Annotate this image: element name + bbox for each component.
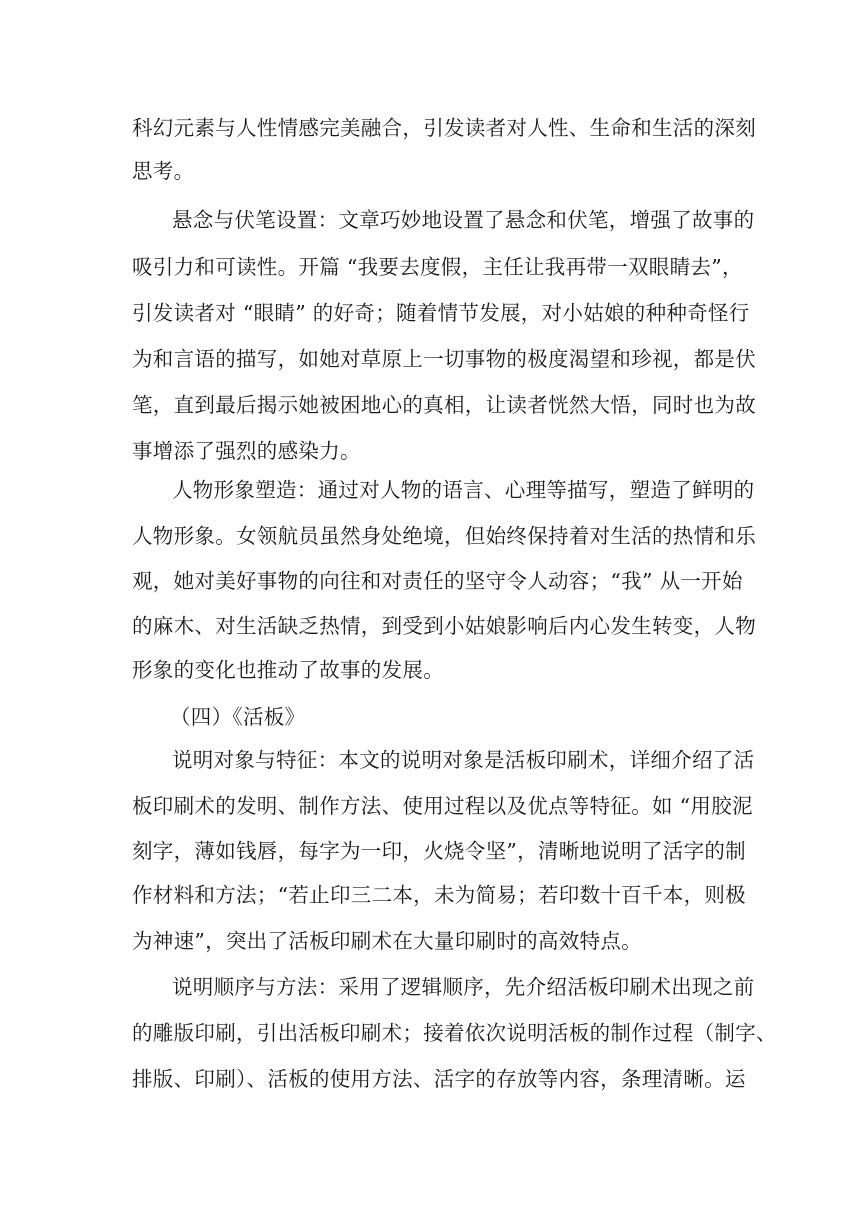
section-heading: （四）《活板》 — [170, 705, 306, 729]
text-line: 观，她对美好事物的向往和对责任的坚守令人动容；“我” 从一开始 — [132, 569, 743, 593]
text-line: 科幻元素与人性情感完美融合，引发读者对人性、生命和生活的深刻 — [132, 116, 756, 140]
text-line: 说明顺序与方法：采用了逻辑顺序，先介绍活板印刷术出现之前 — [172, 975, 755, 999]
text-line: 为神速”，突出了活板印刷术在大量印刷时的高效特点。 — [132, 929, 642, 953]
text-line: 作材料和方法；“若止印三二本，未为简易；若印数十百千本，则极 — [132, 883, 746, 907]
text-line: 事增添了强烈的感染力。 — [132, 439, 361, 463]
text-line: 笔，直到最后揭示她被困地心的真相，让读者恍然大悟，同时也为故 — [132, 393, 756, 417]
text-line: 排版、印刷）、活板的使用方法、活字的存放等内容，条理清晰。运 — [132, 1067, 746, 1091]
text-line: 吸引力和可读性。开篇 “我要去度假，主任让我再带一双眼睛去”， — [132, 255, 743, 279]
text-line: 说明对象与特征：本文的说明对象是活板印刷术，详细介绍了活 — [172, 748, 755, 772]
text-line: 引发读者对 “眼睛” 的好奇；随着情节发展，对小姑娘的种种奇怪行 — [132, 301, 750, 325]
text-line: 人物形象塑造：通过对人物的语言、心理等描写，塑造了鲜明的 — [172, 478, 755, 502]
text-line: 的麻木、对生活缺乏热情，到受到小姑娘影响后内心发生转变，人物 — [132, 614, 756, 638]
text-line: 人物形象。女领航员虽然身处绝境，但始终保持着对生活的热情和乐 — [132, 524, 756, 548]
text-line: 悬念与伏笔设置：文章巧妙地设置了悬念和伏笔，增强了故事的 — [172, 208, 755, 232]
text-line: 的雕版印刷，引出活板印刷术；接着依次说明活板的制作过程（制字、 — [132, 1021, 777, 1045]
text-line: 思考。 — [132, 159, 195, 183]
text-line: 刻字，薄如钱唇，每字为一印，火烧令坚”，清晰地说明了活字的制 — [132, 839, 746, 863]
text-line: 为和言语的描写，如她对草原上一切事物的极度渴望和珍视，都是伏 — [132, 347, 756, 371]
text-line: 形象的变化也推动了故事的发展。 — [132, 658, 444, 682]
text-line: 板印刷术的发明、制作方法、使用过程以及优点等特征。如 “用胶泥 — [132, 794, 753, 818]
